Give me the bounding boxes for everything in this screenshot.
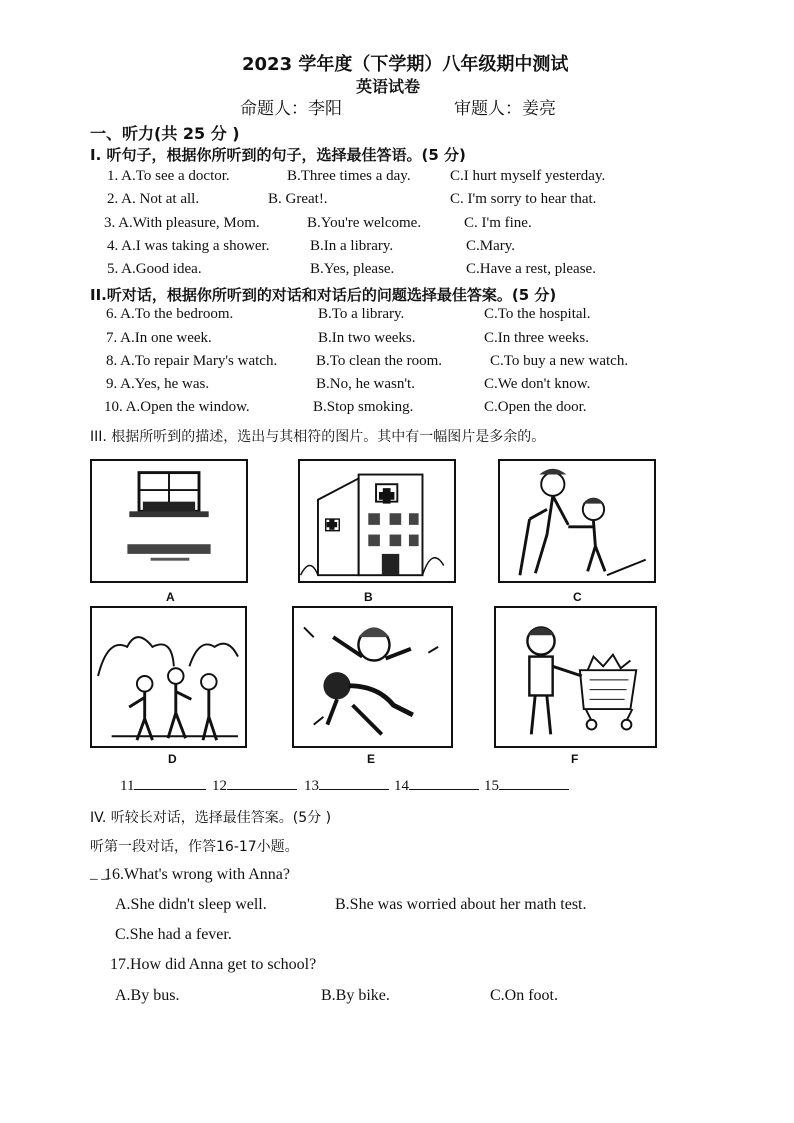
reviewer-label: 审题人：姜亮 <box>454 99 556 119</box>
q17-option-c: C.On foot. <box>490 987 558 1004</box>
section4-intro: 听第一段对话，作答16-17小题。 <box>90 839 299 855</box>
q2-option-a: 2. A. Not at all. <box>107 191 200 207</box>
q3-option-a: 3. A.With pleasure, Mom. <box>104 215 260 231</box>
q6-option-c: C.To the hospital. <box>484 306 591 322</box>
answer-blank-15[interactable] <box>484 777 569 795</box>
q1-option-b: B.Three times a day. <box>287 168 411 184</box>
author-label: 命题人：李阳 <box>240 99 342 119</box>
blank-number: 11 <box>120 778 135 794</box>
q6-option-b: B.To a library. <box>318 306 405 322</box>
blank-number: 13 <box>304 778 319 794</box>
q7-option-c: C.In three weeks. <box>484 330 589 346</box>
q8-option-a: 8. A.To repair Mary's watch. <box>106 353 278 369</box>
q5-option-a: 5. A.Good idea. <box>107 261 202 277</box>
q4-option-b: B.In a library. <box>310 238 394 254</box>
exam-title: 2023 学年度（下学期）八年级期中测试 <box>242 54 569 75</box>
part1-title: 一、听力(共 25 分 ) <box>90 124 240 143</box>
blank-number: 15 <box>484 778 499 794</box>
answer-blank-11[interactable] <box>120 777 206 795</box>
q8-option-b: B.To clean the room. <box>316 353 442 369</box>
q4-option-c: C.Mary. <box>466 238 516 254</box>
q16-answer-blank[interactable]: _ _ <box>90 866 109 882</box>
q5-option-b: B.Yes, please. <box>310 261 395 277</box>
picture-c-helping-old-man <box>498 459 656 583</box>
q9-option-a: 9. A.Yes, he was. <box>106 376 210 392</box>
q17-option-b: B.By bike. <box>321 987 390 1004</box>
q4-option-a: 4. A.I was taking a shower. <box>107 238 270 254</box>
q3-option-b: B.You're welcome. <box>307 215 422 231</box>
q7-option-b: B.In two weeks. <box>318 330 416 346</box>
q16-option-b: B.She was worried about her math test. <box>335 896 587 913</box>
picture-b-label: B <box>364 590 373 604</box>
section2-title: II.听对话，根据你所听到的对话和对话后的问题选择最佳答案。(5 分) <box>90 286 557 304</box>
picture-d-planting-trees <box>90 606 247 748</box>
q6-option-a: 6. A.To the bedroom. <box>106 306 234 322</box>
q16-stem: 16.What's wrong with Anna? <box>104 866 290 883</box>
q17-option-a: A.By bus. <box>115 987 180 1004</box>
section4-title: IV. 听较长对话，选择最佳答案。(5分 ) <box>90 810 332 826</box>
blank-number: 14 <box>394 778 409 794</box>
q3-option-c: C. I'm fine. <box>464 215 532 231</box>
picture-d-label: D <box>168 752 177 766</box>
answer-blank-14[interactable] <box>394 777 479 795</box>
q5-option-c: C.Have a rest, please. <box>466 261 596 277</box>
exam-subtitle: 英语试卷 <box>356 77 421 96</box>
section1-title: I. 听句子，根据你所听到的句子，选择最佳答语。(5 分) <box>90 146 466 164</box>
q2-option-c: C. I'm sorry to hear that. <box>450 191 597 207</box>
picture-b-hospital <box>298 459 456 583</box>
picture-a-window <box>90 459 248 583</box>
q2-option-b: B. Great!. <box>268 191 328 207</box>
q7-option-a: 7. A.In one week. <box>106 330 212 346</box>
q9-option-b: B.No, he wasn't. <box>316 376 415 392</box>
section3-title: III. 根据所听到的描述，选出与其相符的图片。其中有一幅图片是多余的。 <box>90 429 546 445</box>
blank-number: 12 <box>212 778 227 794</box>
picture-e-fighting <box>292 606 453 748</box>
q10-option-a: 10. A.Open the window. <box>104 399 250 415</box>
q1-option-a: 1. A.To see a doctor. <box>107 168 230 184</box>
picture-f-label: F <box>571 752 579 766</box>
q10-option-c: C.Open the door. <box>484 399 587 415</box>
q16-option-a: A.She didn't sleep well. <box>115 896 267 913</box>
q8-option-c: C.To buy a new watch. <box>490 353 629 369</box>
q10-option-b: B.Stop smoking. <box>313 399 414 415</box>
q9-option-c: C.We don't know. <box>484 376 591 392</box>
picture-a-label: A <box>166 590 175 604</box>
q17-stem: 17.How did Anna get to school? <box>110 956 317 973</box>
picture-e-label: E <box>367 752 376 766</box>
q16-option-c: C.She had a fever. <box>115 926 232 943</box>
picture-f-shopping-cart <box>494 606 657 748</box>
answer-blank-12[interactable] <box>212 777 297 795</box>
picture-c-label: C <box>573 590 582 604</box>
answer-blank-13[interactable] <box>304 777 389 795</box>
q1-option-c: C.I hurt myself yesterday. <box>450 168 606 184</box>
